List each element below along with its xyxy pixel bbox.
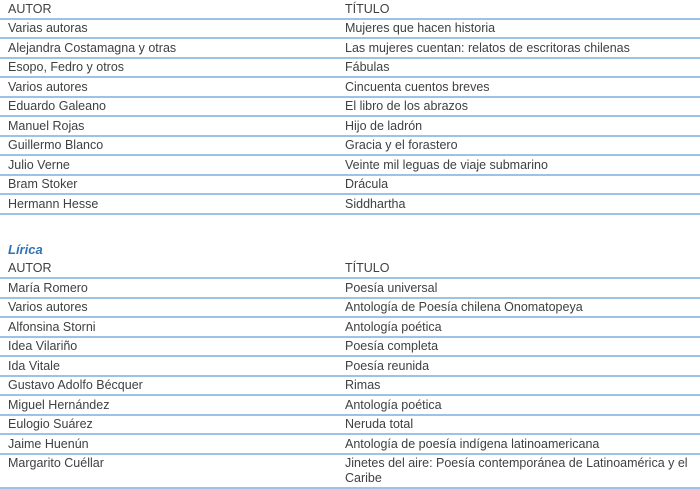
table-row [0,376,700,396]
titulo-cell: Poesía universal [337,278,700,298]
autor-cell: Varios autores [0,77,337,97]
autor-cell: Julio Verne [0,155,337,175]
table-row [0,317,700,337]
table-row [0,155,700,175]
table-row [0,356,700,376]
table-row [0,116,700,136]
table-row [0,19,700,39]
titulo-cell: Las mujeres cuentan: relatos de escritoras chilenas [337,38,700,58]
titulo-cell: Poesía reunida [337,356,700,376]
autor-cell: Manuel Rojas [0,116,337,136]
titulo-cell: Drácula [337,175,700,195]
titulo-column-header: TÍTULO [337,260,700,279]
lirica-table-body [0,278,700,488]
titulo-cell: Antología poética [337,317,700,337]
autor-column-header: AUTOR [0,260,337,279]
titulo-cell: Jinetes del aire: Poesía contemporánea de Latinoamérica y el Caribe [337,454,700,488]
autor-cell: Bram Stoker [0,175,337,195]
titulo-cell: Siddhartha [337,194,700,214]
titulo-cell: Gracia y el forastero [337,136,700,156]
table-row [0,194,700,214]
table-row [0,395,700,415]
autor-cell: Ida Vitale [0,356,337,376]
autor-cell: Margarito Cuéllar [0,454,337,488]
table-row [0,337,700,357]
table-row [0,434,700,454]
lirica-book-table [0,260,700,489]
table-row [0,298,700,318]
autor-cell: Eulogio Suárez [0,415,337,435]
autor-cell: Esopo, Fedro y otros [0,58,337,78]
autor-column-header: AUTOR [0,0,337,19]
titulo-cell: Poesía completa [337,337,700,357]
table-row [0,77,700,97]
table-row [0,454,700,488]
table-row [0,415,700,435]
titulo-cell: Mujeres que hacen historia [337,19,700,39]
titulo-cell: Antología de poesía indígena latinoamericana [337,434,700,454]
autor-cell: Alejandra Costamagna y otras [0,38,337,58]
titulo-cell: El libro de los abrazos [337,97,700,117]
table-row [0,38,700,58]
autor-cell: Eduardo Galeano [0,97,337,117]
autor-cell: Jaime Huenún [0,434,337,454]
titulo-cell: Antología de Poesía chilena Onomatopeya [337,298,700,318]
titulo-cell: Fábulas [337,58,700,78]
autor-cell: Varias autoras [0,19,337,39]
titulo-cell: Neruda total [337,415,700,435]
table-row [0,175,700,195]
autor-cell: María Romero [0,278,337,298]
table-row [0,278,700,298]
titulo-cell: Cincuenta cuentos breves [337,77,700,97]
autor-cell: Miguel Hernández [0,395,337,415]
table-row [0,58,700,78]
autor-cell: Guillermo Blanco [0,136,337,156]
autor-cell: Idea Vilariño [0,337,337,357]
table-row [0,136,700,156]
section-heading-lirica: Lírica [8,241,43,257]
first-table-body [0,19,700,214]
titulo-cell: Antología poética [337,395,700,415]
autor-cell: Alfonsina Storni [0,317,337,337]
autor-cell: Varios autores [0,298,337,318]
titulo-cell: Hijo de ladrón [337,116,700,136]
titulo-column-header: TÍTULO [337,0,700,19]
first-book-table [0,0,700,215]
table-row [0,97,700,117]
table-header-row [0,0,700,19]
titulo-cell: Rimas [337,376,700,396]
autor-cell: Hermann Hesse [0,194,337,214]
table-header-row [0,260,700,279]
titulo-cell: Veinte mil leguas de viaje submarino [337,155,700,175]
autor-cell: Gustavo Adolfo Bécquer [0,376,337,396]
